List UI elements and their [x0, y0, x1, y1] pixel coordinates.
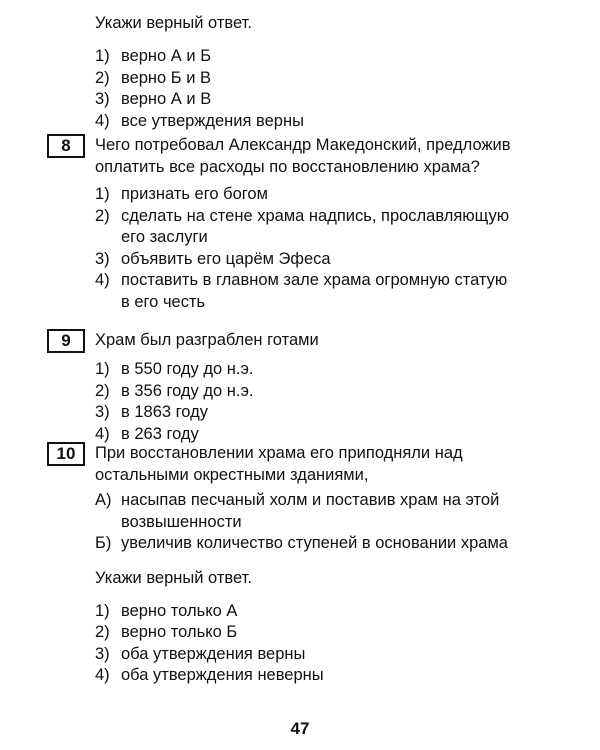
answer-option[interactable] [95, 184, 517, 206]
question-text: При восстановлении храма его приподняли над остальными окрестными зданиями, [95, 444, 463, 484]
answer-option[interactable] [95, 381, 517, 403]
answer-option[interactable] [95, 359, 517, 381]
statement-list [95, 490, 517, 555]
option-text: все утверждения верны [121, 111, 304, 130]
option-number: 2) [95, 623, 110, 641]
question-text: Храм был разграблен готами [95, 331, 319, 349]
option-text: верно только Б [121, 623, 238, 641]
option-text: объявить его царём Эфеса [121, 249, 331, 268]
option-text: в 263 году [121, 424, 199, 443]
question-text: Чего потребовал Александр Македонский, предложив оплатить все расходы по восстановлению храма? [95, 136, 511, 176]
answer-option[interactable] [95, 665, 517, 687]
answer-option[interactable] [95, 249, 517, 271]
question-number-badge: 10 [47, 442, 85, 466]
option-number: 2) [95, 206, 110, 225]
question-header [47, 329, 517, 353]
question-header [47, 134, 517, 178]
statement-item [95, 533, 517, 555]
statement-text: насыпав песчаный холм и поставив храм на этой возвышенности [121, 491, 500, 531]
answer-prompt: Укажи верный ответ. [95, 568, 252, 587]
question-7-continuation [95, 12, 304, 132]
option-text: верно А и В [121, 90, 212, 108]
answer-option[interactable] [95, 622, 517, 644]
option-number: 3) [95, 644, 110, 663]
option-number: 3) [95, 249, 110, 268]
option-text: признать его богом [121, 185, 268, 203]
option-text: поставить в главном зале храма огромную статую в его честь [121, 271, 508, 311]
option-text: в 1863 году [121, 403, 208, 421]
answer-option[interactable] [95, 46, 304, 68]
question-header [47, 442, 517, 486]
answer-option[interactable] [95, 270, 517, 313]
statement-item [95, 490, 517, 533]
answer-option[interactable] [95, 111, 304, 133]
option-number: 1) [95, 185, 110, 203]
answer-prompt: Укажи верный ответ. [95, 14, 252, 32]
question-number-badge: 8 [47, 134, 85, 158]
option-text: сделать на стене храма надпись, прославляющую его заслуги [121, 206, 510, 246]
statement-label: Б) [95, 534, 112, 552]
option-number: 1) [95, 601, 110, 620]
option-number: 3) [95, 403, 110, 421]
option-number: 2) [95, 68, 110, 87]
answer-options [95, 184, 517, 313]
option-number: 3) [95, 90, 110, 108]
question-10 [47, 442, 517, 687]
answer-option[interactable] [95, 89, 304, 111]
option-number: 4) [95, 424, 110, 443]
option-text: в 550 году до н.э. [121, 360, 254, 378]
option-text: верно только А [121, 601, 238, 620]
option-number: 1) [95, 360, 110, 378]
option-number: 4) [95, 666, 110, 684]
option-text: оба утверждения неверны [121, 666, 324, 684]
page-number: 47 [290, 719, 310, 738]
option-number: 2) [95, 381, 110, 400]
answer-option[interactable] [95, 644, 517, 666]
question-8 [47, 134, 517, 313]
question-9 [47, 329, 517, 445]
option-number: 4) [95, 111, 110, 130]
answer-option[interactable] [95, 402, 517, 424]
option-number: 1) [95, 47, 110, 65]
question-number-badge: 9 [47, 329, 85, 353]
statement-label: А) [95, 491, 112, 509]
option-number: 4) [95, 271, 110, 289]
answer-option[interactable] [95, 601, 517, 623]
option-text: верно А и Б [121, 47, 212, 65]
answer-options [95, 601, 517, 687]
answer-options [95, 46, 304, 132]
option-text: в 356 году до н.э. [121, 381, 254, 400]
option-text: верно Б и В [121, 68, 212, 87]
option-text: оба утверждения верны [121, 644, 306, 663]
answer-options [95, 359, 517, 445]
statement-text: увеличив количество ступеней в основании храма [121, 534, 508, 552]
answer-option[interactable] [95, 206, 517, 249]
answer-option[interactable] [95, 68, 304, 90]
